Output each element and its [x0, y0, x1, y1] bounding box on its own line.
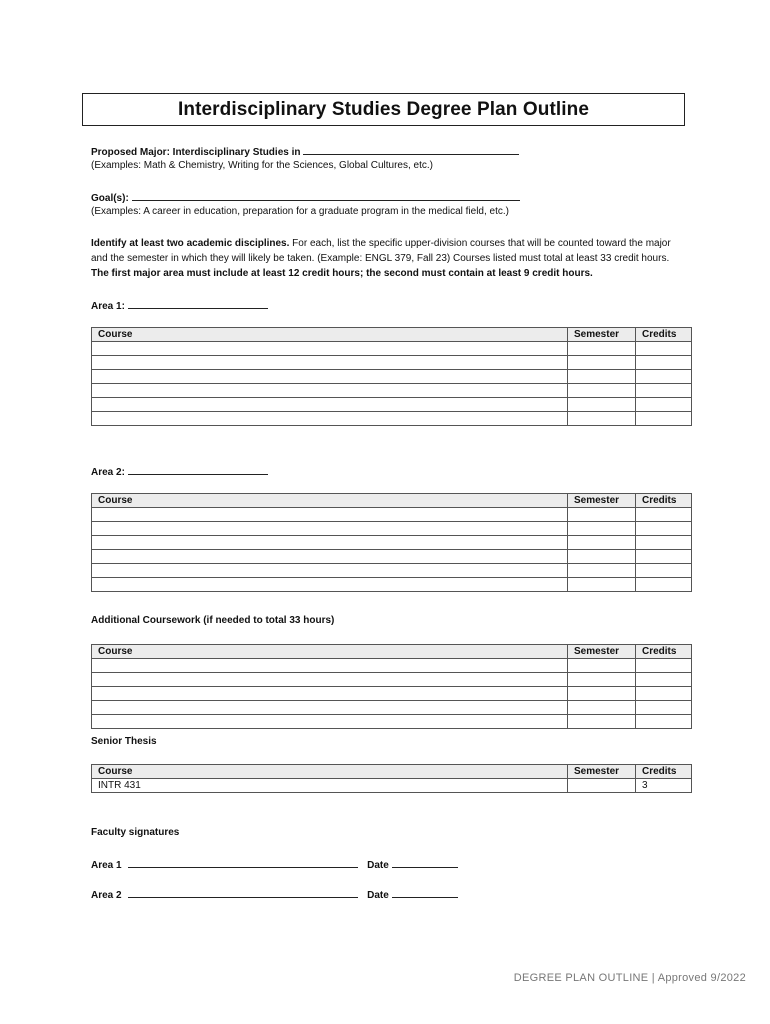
credits-cell[interactable]: 3: [636, 779, 692, 793]
semester-cell[interactable]: [568, 356, 636, 370]
table-row: [92, 384, 692, 398]
semester-cell[interactable]: [568, 550, 636, 564]
area2-label: Area 2:: [91, 467, 125, 478]
instructions-lead: Identify at least two academic disciplines.: [91, 238, 290, 249]
course-cell[interactable]: [92, 687, 568, 701]
credits-cell[interactable]: [636, 701, 692, 715]
proposed-major-label: Proposed Major: Interdisciplinary Studies in: [91, 147, 301, 158]
semester-header: Semester: [568, 494, 636, 508]
course-cell[interactable]: [92, 659, 568, 673]
credits-cell[interactable]: [636, 356, 692, 370]
course-cell[interactable]: [92, 370, 568, 384]
area2-field[interactable]: [128, 465, 268, 475]
credits-header: Credits: [636, 765, 692, 779]
credits-header: Credits: [636, 494, 692, 508]
area1-signature-line: [91, 858, 458, 871]
semester-cell[interactable]: [568, 342, 636, 356]
table-row: [92, 673, 692, 687]
semester-cell[interactable]: [568, 687, 636, 701]
semester-header: Semester: [568, 645, 636, 659]
course-cell[interactable]: [92, 508, 568, 522]
semester-cell[interactable]: [568, 564, 636, 578]
table-row: [92, 398, 692, 412]
goals-field[interactable]: [132, 191, 520, 201]
semester-cell[interactable]: [568, 578, 636, 592]
table-header-row: [92, 645, 692, 659]
credits-cell[interactable]: [636, 522, 692, 536]
course-cell[interactable]: [92, 356, 568, 370]
area1-date-field[interactable]: [392, 858, 458, 868]
course-cell[interactable]: [92, 412, 568, 426]
faculty-signatures-heading: Faculty signatures: [91, 827, 180, 838]
senior-thesis-table: [91, 764, 692, 793]
table-row: [92, 779, 692, 793]
table-row: [92, 522, 692, 536]
credits-cell[interactable]: [636, 564, 692, 578]
credits-cell[interactable]: [636, 342, 692, 356]
area1-label: Area 1:: [91, 301, 125, 312]
semester-cell[interactable]: [568, 370, 636, 384]
table-header-row: [92, 328, 692, 342]
table-row: [92, 687, 692, 701]
semester-cell[interactable]: [568, 659, 636, 673]
course-cell[interactable]: [92, 550, 568, 564]
area2-signature-label: Area 2: [91, 890, 122, 901]
semester-cell[interactable]: [568, 412, 636, 426]
proposed-major-examples: (Examples: Math & Chemistry, Writing for the Sciences, Global Cultures, etc.): [91, 160, 433, 171]
credits-cell[interactable]: [636, 508, 692, 522]
goals-label: Goal(s):: [91, 193, 129, 204]
proposed-major-line: [91, 145, 519, 158]
semester-cell[interactable]: [568, 508, 636, 522]
page-footer: DEGREE PLAN OUTLINE | Approved 9/2022: [513, 972, 746, 984]
credits-cell[interactable]: [636, 412, 692, 426]
semester-cell[interactable]: [568, 715, 636, 729]
area1-field[interactable]: [128, 299, 268, 309]
semester-cell[interactable]: [568, 384, 636, 398]
senior-thesis-label: Senior Thesis: [91, 736, 157, 747]
course-cell[interactable]: [92, 673, 568, 687]
credits-cell[interactable]: [636, 715, 692, 729]
goals-line: [91, 191, 520, 204]
semester-header: Semester: [568, 328, 636, 342]
credits-header: Credits: [636, 645, 692, 659]
semester-cell[interactable]: [568, 673, 636, 687]
semester-cell[interactable]: [568, 701, 636, 715]
table-row: [92, 659, 692, 673]
table-row: [92, 342, 692, 356]
course-cell[interactable]: [92, 342, 568, 356]
area2-line: [91, 465, 268, 478]
area2-date-field[interactable]: [392, 888, 458, 898]
table-header-row: [92, 494, 692, 508]
course-cell[interactable]: [92, 564, 568, 578]
course-cell[interactable]: [92, 398, 568, 412]
additional-table: [91, 644, 692, 729]
table-row: [92, 701, 692, 715]
credits-cell[interactable]: [636, 687, 692, 701]
area2-signature-field[interactable]: [128, 888, 358, 898]
credits-cell[interactable]: [636, 370, 692, 384]
page-title: Interdisciplinary Studies Degree Plan Outline: [178, 98, 589, 120]
course-cell[interactable]: [92, 536, 568, 550]
proposed-major-field[interactable]: [303, 145, 519, 155]
course-cell[interactable]: [92, 522, 568, 536]
area1-signature-field[interactable]: [128, 858, 358, 868]
course-cell[interactable]: [92, 715, 568, 729]
table-row: [92, 564, 692, 578]
semester-cell[interactable]: [568, 522, 636, 536]
instructions-body: For each, list the specific upper-division courses that will be counted toward the major and the semester in which they will likely be taken. (Example: ENGL 379, Fall 23) Courses listed must total at least 33 credit hours.: [91, 238, 671, 264]
table-row: [92, 578, 692, 592]
area1-signature-label: Area 1: [91, 860, 122, 871]
credits-cell[interactable]: [636, 398, 692, 412]
area1-line: [91, 299, 268, 312]
area2-signature-line: [91, 888, 458, 901]
credits-cell[interactable]: [636, 659, 692, 673]
semester-header: Semester: [568, 765, 636, 779]
table-row: [92, 356, 692, 370]
table-row: [92, 412, 692, 426]
table-row: [92, 715, 692, 729]
course-header: Course: [92, 765, 568, 779]
table-row: [92, 536, 692, 550]
credits-cell[interactable]: [636, 673, 692, 687]
credits-cell[interactable]: [636, 384, 692, 398]
semester-cell[interactable]: [568, 779, 636, 793]
course-header: Course: [92, 494, 568, 508]
course-header: Course: [92, 328, 568, 342]
table-header-row: [92, 765, 692, 779]
credits-cell[interactable]: [636, 550, 692, 564]
additional-coursework-label: Additional Coursework (if needed to total 33 hours): [91, 615, 335, 626]
credits-cell[interactable]: [636, 578, 692, 592]
credits-cell[interactable]: [636, 536, 692, 550]
table-row: [92, 508, 692, 522]
course-cell[interactable]: [92, 578, 568, 592]
area2-table: [91, 493, 692, 592]
title-box: [82, 93, 685, 126]
table-row: [92, 370, 692, 384]
credits-header: Credits: [636, 328, 692, 342]
instructions-tail: The first major area must include at least 12 credit hours; the second must contain at least 9 credit hours.: [91, 268, 593, 279]
area2-date-label: Date: [367, 890, 389, 901]
semester-cell[interactable]: [568, 536, 636, 550]
area1-date-label: Date: [367, 860, 389, 871]
goals-examples: (Examples: A career in education, preparation for a graduate program in the medical field, etc.): [91, 206, 510, 217]
course-header: Course: [92, 645, 568, 659]
area1-table: [91, 327, 692, 426]
course-cell[interactable]: [92, 701, 568, 715]
course-cell[interactable]: [92, 384, 568, 398]
course-cell[interactable]: INTR 431: [92, 779, 568, 793]
table-row: [92, 550, 692, 564]
semester-cell[interactable]: [568, 398, 636, 412]
instructions-paragraph: [91, 236, 681, 281]
